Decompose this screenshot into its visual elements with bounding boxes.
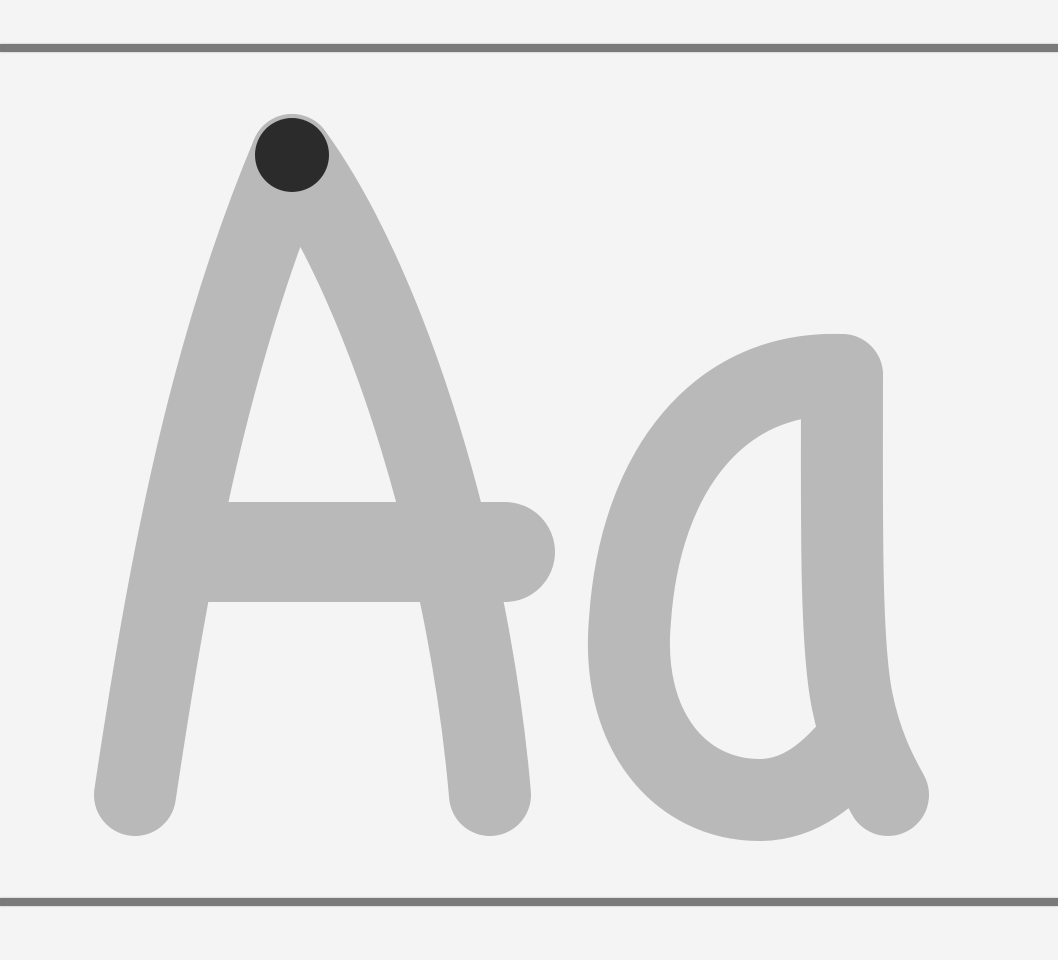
start-point-dot[interactable] bbox=[255, 118, 329, 192]
lowercase-a-glyph bbox=[629, 375, 888, 800]
lowercase-a-stem bbox=[842, 375, 888, 795]
uppercase-a-glyph bbox=[135, 155, 505, 795]
uppercase-a-right-stroke bbox=[292, 155, 490, 795]
uppercase-a-left-stroke bbox=[135, 155, 292, 795]
bottom-guide-line bbox=[0, 898, 1058, 906]
